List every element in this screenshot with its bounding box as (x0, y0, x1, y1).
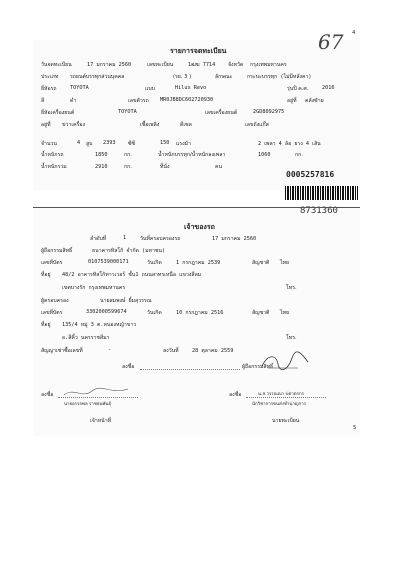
addr-line1: 48/2 อาคารทิสโก้ทาวเวอร์ ชั้น1 ถนนสาทรเหนือ แขวงสีลม (62, 272, 202, 278)
officer-name: นายอรรถพล ราชธนพันธุ์ (64, 402, 112, 407)
page-number: 5 (353, 425, 357, 431)
weight-label: น้ำหนักรถ (41, 152, 64, 158)
weight: 1850 (95, 152, 108, 158)
poss-birth-label: วันเกิด (147, 310, 162, 316)
engine-no: 2GD8092975 (253, 109, 285, 115)
load-label: น้ำหนักบรรทุก/น้ำหนักลงเพลา (158, 152, 226, 158)
type: รถยนต์บรรทุกส่วนบุคคล (70, 74, 125, 80)
poss-addr-label: ที่อยู่ (41, 322, 51, 328)
poss: นายสมพงษ์ ยิ้มสุวรรณ (100, 298, 152, 304)
year-label: รุ่นปี ค.ศ. (287, 86, 309, 92)
engine-brand-label: ยี่ห้อเครื่องยนต์ (41, 110, 75, 116)
chassis-label: เลขตัวรถ (128, 98, 149, 104)
reg-date: 17 มกราคม 2560 (87, 62, 132, 68)
holder-sign-line (140, 369, 240, 370)
holder-label: ผู้ถือกรรมสิทธิ์ (41, 248, 73, 254)
total: 2910 (95, 164, 108, 170)
load: 1060 (258, 152, 271, 158)
officer-signature (62, 385, 132, 401)
contract: - (108, 347, 112, 353)
serial-number: 0005257816 (286, 170, 335, 179)
engine-at: ขวาเครื่อง (62, 122, 86, 128)
signature-mark (258, 350, 318, 372)
contract-label: สัญญาเช่าซื้อเลขที่ (41, 348, 83, 354)
barcode (285, 186, 358, 200)
nat: ไทย (280, 260, 290, 266)
holder-sign-label: ลงชื่อ (122, 364, 135, 370)
doc-title: รายการจดทะเบียน (170, 47, 227, 55)
id: 0107539000171 (88, 259, 129, 265)
type-label: ประเภท (41, 74, 59, 80)
possess-label: วันที่ครอบครองรถ (140, 236, 181, 242)
serial-number-2: 8731360 (300, 206, 338, 216)
poss-addr-line2: อ.สีคิ้ว นครราชสีมา (62, 335, 110, 341)
type-code: (รย. 3 ) (173, 74, 192, 80)
officer-role: เจ้าหน้าที่ (90, 418, 112, 424)
due: 28 ตุลาคม 2559 (192, 348, 234, 354)
possess-date: 17 มกราคม 2560 (212, 236, 257, 242)
registrar-sign-label: ลงชื่อ (229, 392, 242, 398)
expire: 1 กรกฎาคม 2539 (176, 260, 221, 266)
officer-sign-label: ลงชื่อ (41, 392, 54, 398)
hp: 150 (160, 140, 170, 146)
year: 2016 (322, 85, 335, 91)
nat-label: สัญชาติ (252, 260, 270, 266)
corner-handwritten-mark: 67 (318, 30, 344, 54)
addr-label: ที่อยู่ (41, 272, 51, 278)
cc-label: ซีซี (128, 141, 136, 147)
total-label: น้ำหนักรวม (41, 164, 67, 170)
style-label: ลักษณะ (215, 74, 233, 80)
axle: 2 เพลา 4 ล้อ ยาง 4 เส้น (258, 141, 321, 147)
province: กรุงเทพมหานคร (250, 62, 287, 68)
order: 1 (123, 235, 127, 241)
corner-small-number: 4 (352, 30, 356, 36)
style: กระบะบรรทุก (ไม่มีหลังคา) (247, 74, 312, 80)
brand: TOYOTA (70, 85, 89, 91)
seat-label: ที่นั่ง (160, 164, 170, 170)
model-label: แบบ (145, 86, 155, 92)
registrar-sub: นักวิชาการขนส่งชำนาญการ (252, 402, 307, 407)
reg-date-label: วันจดทะเบียน (41, 62, 72, 68)
poss-id-label: เลขที่บัตร (41, 310, 63, 316)
holder-sig-label: ผู้ถือกรรมสิทธิ์ (242, 364, 274, 370)
at: คลังซ้าย (305, 98, 324, 104)
registrar-role: นายทะเบียน (272, 418, 300, 424)
province-label: จังหวัด (228, 62, 244, 68)
count: 4 (77, 140, 81, 146)
fuel: ดีเซล (180, 122, 192, 128)
addr-line2: เขตบางรัก กรุงเทพมหานคร (62, 285, 126, 291)
poss-label: ผู้ครอบครอง (41, 298, 69, 304)
poss-id: 3302000599674 (86, 309, 127, 315)
model: Hilux Revo (175, 85, 207, 91)
id-label: เลขที่บัตร (41, 260, 63, 266)
poss-nat-label: สัญชาติ (252, 310, 270, 316)
tel-label: โทร. (286, 285, 297, 291)
expire-label: วันเกิด (147, 260, 162, 266)
hp-label: แรงม้า (176, 141, 191, 147)
owner-title: เจ้าของรถ (184, 223, 215, 231)
pistons-label: สูบ (86, 141, 93, 147)
total-unit: กก. (124, 164, 132, 170)
registrar-name: น.ส.วรรณณา บ่ดาตรกร (258, 392, 304, 397)
poss-addr-line1: 135/4 หมู่ 3 ต.หนองหญ้าขาว (62, 322, 137, 328)
holder: ธนาคารทิสโก้ จำกัด (มหาชน) (92, 248, 166, 254)
gas-label: เลขถังแก๊ส (245, 122, 269, 128)
due-label: ลงวันที่ (163, 348, 179, 354)
color-label: สี (41, 98, 45, 104)
poss-nat: ไทย (280, 310, 290, 316)
order-label: ลำดับที่ (90, 236, 107, 242)
color: ดำ (70, 98, 77, 104)
load-unit: กก. (295, 152, 303, 158)
at-label: อยู่ที่ (287, 98, 297, 104)
engine-at-label: อยู่ที่ (41, 122, 51, 128)
section-divider (33, 207, 360, 208)
poss-birth: 10 กรกฎาคม 2516 (176, 310, 224, 316)
engine-no-label: เลขเครื่องยนต์ (205, 110, 238, 116)
brand-label: ยี่ห้อรถ (41, 86, 57, 92)
engine-brand: TOYOTA (118, 109, 137, 115)
plate: 1ฒฆ 7714 (188, 62, 216, 68)
fuel-label: เชื้อเพลิง (140, 122, 160, 128)
plate-label: เลขทะเบียน (147, 62, 174, 68)
cc: 2393 (103, 140, 116, 146)
seat-unit: คน (215, 164, 223, 170)
count-label: จำนวน (41, 141, 57, 147)
weight-unit: กก. (124, 152, 132, 158)
poss-tel-label: โทร. (286, 335, 297, 341)
chassis: MR0JB8DC602720930 (160, 97, 214, 103)
